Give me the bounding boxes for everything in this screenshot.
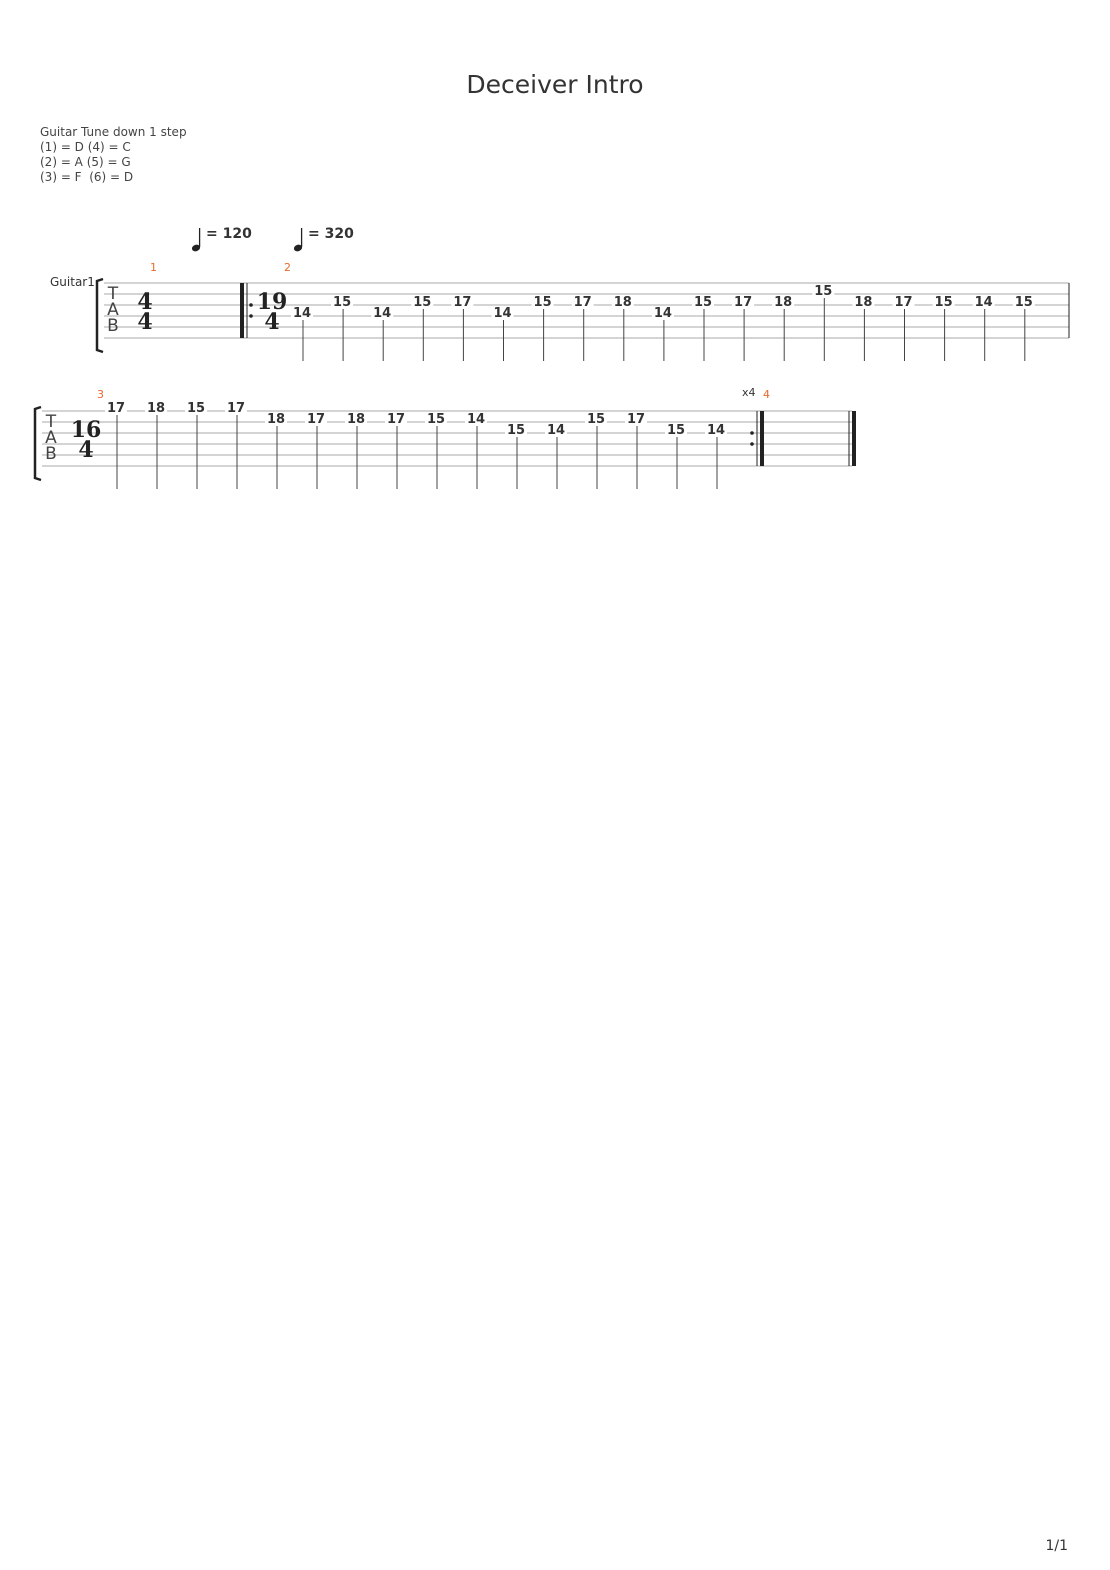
page-number: 1/1 (1045, 1538, 1068, 1554)
measure-2-fret-number: 15 (1014, 295, 1033, 310)
measure-3-fret-number: 15 (586, 412, 606, 427)
system-2-bracket (35, 407, 41, 480)
system-2-tab-letter: B (45, 444, 57, 464)
measure-2-fret-number: 17 (573, 295, 592, 310)
measure-3-fret-number: 17 (306, 412, 326, 427)
measure-3-fret-number: 18 (266, 412, 286, 427)
tempo-marking-1: = 120 (206, 226, 252, 242)
measure-3-time-sig-bottom: 4 (78, 437, 94, 463)
repeat-end-thick-bar (760, 411, 764, 466)
measure-3-fret-number: 18 (146, 401, 166, 416)
system-1-tab-letter: B (107, 316, 119, 336)
tablature-score (0, 0, 1110, 520)
measure-3-fret-number: 17 (386, 412, 406, 427)
measure-3-fret-number: 14 (546, 423, 566, 438)
measure-2-fret-number: 17 (894, 295, 913, 310)
measure-3-fret-number: 15 (506, 423, 526, 438)
measure-2-fret-number: 14 (653, 306, 672, 321)
measure-2-fret-number: 18 (774, 295, 793, 310)
measure-3-fret-number: 18 (346, 412, 366, 427)
measure-2-fret-number: 14 (373, 306, 392, 321)
tuning-line-1: (1) = D (4) = C (40, 140, 131, 154)
measure-2-fret-number: 15 (814, 284, 833, 299)
measure-1-number: 1 (150, 261, 157, 274)
system-2-tab-letter: A (45, 428, 57, 448)
repeat-dot (249, 303, 253, 307)
measure-2-fret-number: 18 (613, 295, 632, 310)
measure-3-fret-number: 14 (706, 423, 726, 438)
measure-2-fret-number: 18 (854, 295, 873, 310)
measure-2-time-sig-bottom: 4 (264, 309, 280, 335)
measure-3-fret-number: 15 (426, 412, 446, 427)
measure-2-fret-number: 15 (693, 295, 713, 310)
repeat-dot (750, 431, 754, 435)
measure-2-fret-number: 17 (734, 295, 753, 310)
tuning-heading: Guitar Tune down 1 step (40, 125, 187, 139)
measure-2-fret-number: 15 (413, 295, 432, 310)
measure-4-number: 4 (763, 388, 770, 401)
measure-2-fret-number: 15 (333, 295, 352, 310)
measure-3-fret-number: 17 (626, 412, 646, 427)
measure-3-fret-number: 17 (106, 401, 126, 416)
measure-3-fret-number: 15 (186, 401, 206, 416)
measure-2-fret-number: 14 (493, 306, 512, 321)
measure-3-fret-number: 17 (226, 401, 246, 416)
system-2-tab-letter: T (45, 412, 57, 432)
measure-2-fret-number: 14 (292, 306, 312, 321)
measure-2-fret-number: 15 (533, 295, 552, 310)
measure-3-fret-number: 15 (666, 423, 686, 438)
system-1-tab-letter: A (107, 300, 119, 320)
repeat-dot (249, 314, 253, 318)
measure-3-number: 3 (97, 388, 104, 401)
measure-1-time-sig-top: 4 (137, 289, 153, 315)
final-thick-bar (852, 411, 856, 466)
measure-2-fret-number: 17 (453, 295, 472, 310)
measure-3-time-sig-top: 16 (70, 417, 102, 443)
tuning-line-2: (2) = A (5) = G (40, 155, 131, 169)
tuning-line-3: (3) = F (6) = D (40, 170, 134, 184)
repeat-dot (750, 442, 754, 446)
repeat-count: x4 (742, 386, 756, 399)
system-1-bracket (97, 279, 103, 352)
measure-2-fret-number: 14 (974, 295, 993, 310)
repeat-start-thick-bar (240, 283, 244, 338)
measure-2-fret-number: 15 (934, 295, 953, 310)
score-title: Deceiver Intro (466, 70, 644, 99)
system-1-tab-letter: T (107, 284, 119, 304)
track-name: Guitar1 (50, 275, 95, 289)
measure-3-fret-number: 14 (466, 412, 486, 427)
measure-2-time-sig-top: 19 (256, 289, 288, 315)
measure-1-time-sig-bottom: 4 (137, 309, 153, 335)
tempo-marking-2: = 320 (308, 226, 354, 242)
measure-2-number: 2 (284, 261, 291, 274)
